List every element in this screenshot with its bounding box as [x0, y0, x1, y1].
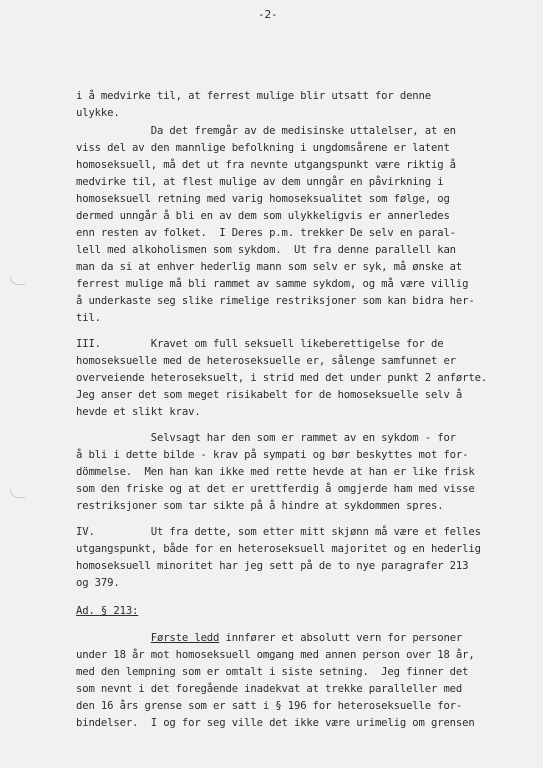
- text-line: ferrest mulige må bli rammet av samme sykdom, og må være villig: [76, 278, 469, 290]
- text-line: lell med alkoholismen som sykdom. Ut fra denne parallell kan: [76, 244, 456, 256]
- text-line: som nevnt i det foregående inadekvat at trekke paralleller med: [76, 683, 463, 695]
- text-line: Da det fremgår av de medisinske uttalelser, at en: [76, 125, 456, 137]
- text-line: ulykke.: [76, 107, 120, 119]
- text-line: dömmelse. Men han kan ikke med rette hevde at han er like frisk: [76, 466, 475, 478]
- text-line: medvirke til, at flest mulige av dem unngår en påvirkning i: [76, 176, 444, 188]
- text-line: homoseksuell retning med varig homoseksualitet som følge, og: [76, 193, 450, 205]
- text-line: homoseksuell, må det ut fra nevnte utgangspunkt være riktig å: [76, 159, 456, 171]
- text-line: til.: [76, 312, 101, 324]
- text-line: hevde et slikt krav.: [76, 406, 201, 418]
- text-line: homoseksuell minoritet har jeg sett på de to nye paragrafer 213: [76, 560, 469, 572]
- punch-hole-mark: [10, 277, 25, 285]
- text-line: Første ledd innfører et absolutt vern for personer: [150, 632, 463, 644]
- text-line: overveiende heteroseksuelt, i strid med det under punkt 2 anførte.: [76, 372, 488, 384]
- page-number: -2-: [258, 8, 278, 21]
- text-line: den 16 års grense som er satt i § 196 for heteroseksuelle for-: [76, 700, 463, 712]
- text-line: enn resten av folket. I Deres p.m. trekker De selv en paral-: [76, 227, 456, 239]
- text-line: Jeg anser det som meget risikabelt for de homoseksuelle selv å: [76, 389, 463, 401]
- text-line: Selvsagt har den som er rammet av en sykdom - for: [76, 432, 456, 444]
- text-line: bindelser. I og for seg ville det ikke være urimelig om grensen: [76, 717, 475, 729]
- section-heading: Ad. § 213:: [76, 605, 139, 617]
- punch-hole-mark: [10, 490, 25, 498]
- text-line: dermed unngår å bli en av dem som ulykkeligvis er annerledes: [76, 210, 450, 222]
- text-line: å underkaste seg slike rimelige restriksjoner som kan bidra her-: [76, 295, 475, 307]
- text-line: IV. Ut fra dette, som etter mitt skjønn må være et felles: [76, 526, 481, 538]
- text-line: utgangspunkt, både for en heteroseksuell majoritet og en hederlig: [76, 543, 481, 555]
- text-line: å bli i dette bilde - krav på sympati og bør beskyttes mot for-: [76, 449, 469, 461]
- text-line: viss del av den mannlige befolkning i ungdomsårene er latent: [76, 142, 450, 154]
- text-line: med den lempning som er omtalt i siste setning. Jeg finner det: [76, 666, 469, 678]
- text-line: restriksjoner som tar sikte på å hindre at sykdommen spres.: [76, 500, 444, 512]
- text-line: III. Kravet om full seksuell likeberettigelse for de: [76, 338, 444, 350]
- text-line: og 379.: [76, 577, 120, 589]
- underlined-phrase: Første ledd: [150, 632, 220, 644]
- text-line: i å medvirke til, at ferrest mulige blir utsatt for denne: [76, 90, 431, 102]
- text-line: som den friske og at det er urettferdig å omgjerde ham med visse: [76, 483, 475, 495]
- text-line: under 18 år mot homoseksuell omgang med annen person over 18 år,: [76, 649, 475, 661]
- text-line: man da si at enhver hederlig mann som selv er syk, må ønske at: [76, 261, 463, 273]
- text-line: homoseksuelle med de heteroseksuelle er, sålenge samfunnet er: [76, 355, 456, 367]
